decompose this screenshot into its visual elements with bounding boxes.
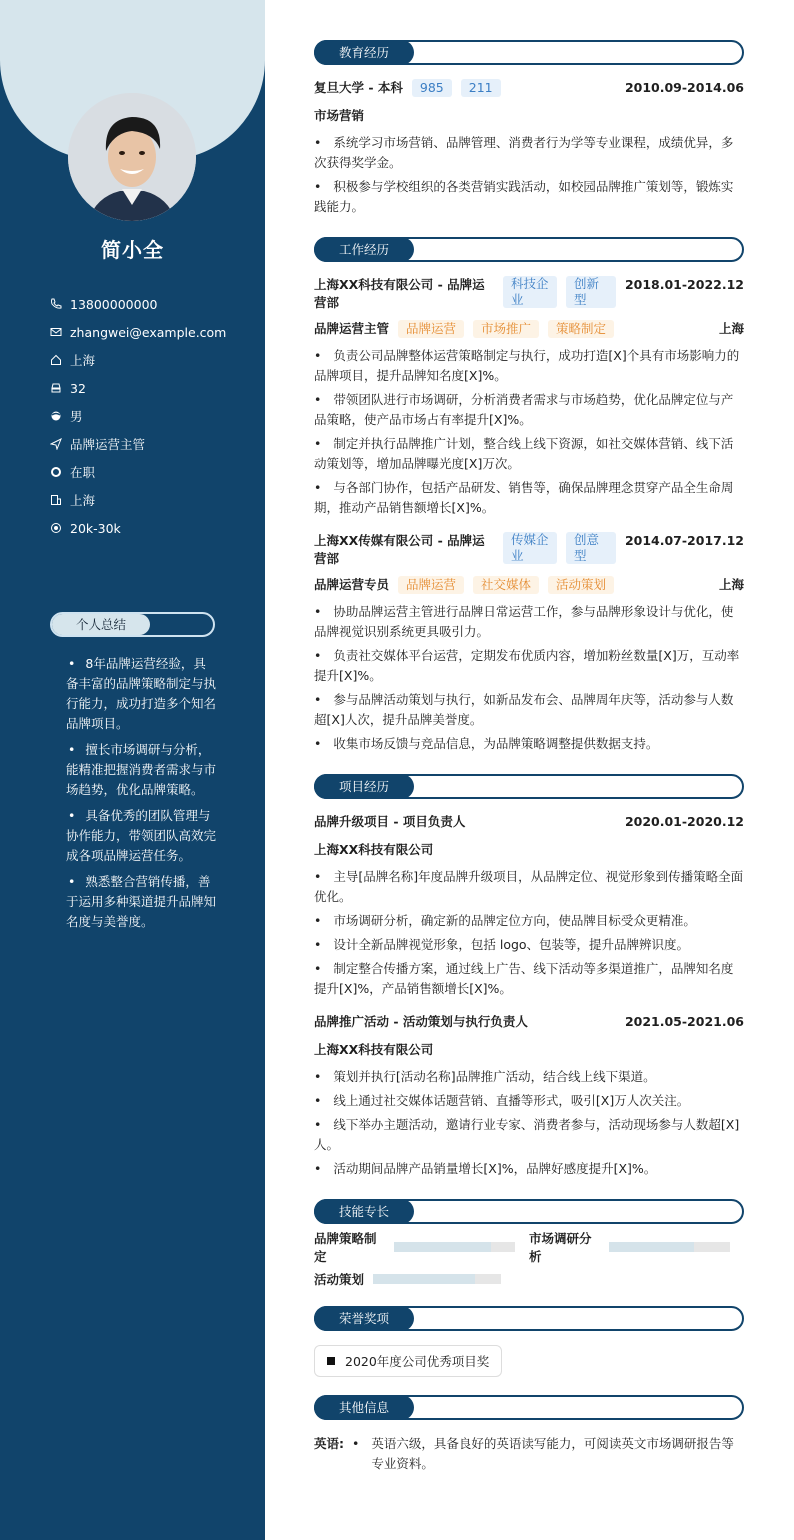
project-name: 品牌推广活动 - 活动策划与执行负责人 xyxy=(314,1014,528,1029)
gender-icon xyxy=(50,410,62,422)
skill-bar xyxy=(609,1242,730,1252)
skill-name: 品牌策略制定 xyxy=(314,1231,377,1264)
work-entry xyxy=(314,532,744,754)
project-company: 上海XX科技有限公司 xyxy=(314,842,434,857)
major: 市场营销 xyxy=(314,108,365,123)
skill-tag: 品牌运营 xyxy=(398,576,464,594)
summary-title: 个人总结 xyxy=(52,614,150,635)
list-item: • 设计全新品牌视觉形象，包括 logo、包装等，提升品牌辨识度。 xyxy=(314,935,744,955)
awards-title: 荣誉奖项 xyxy=(314,1306,414,1331)
education-date: 2010.09-2014.06 xyxy=(624,80,744,95)
skill-tag: 品牌运营 xyxy=(398,320,464,338)
tag: 创新型 xyxy=(566,276,616,308)
list-item: • 制定整合传播方案，通过线上广告、线下活动等多渠道推广，品牌知名度提升[X]%，产品销售额增长[X]%。 xyxy=(314,959,744,999)
education-left xyxy=(314,79,501,97)
project-row xyxy=(314,1013,744,1031)
skill-item xyxy=(314,1229,515,1265)
project-entry xyxy=(314,813,744,999)
job-text: 品牌运营主管 xyxy=(70,437,146,452)
summary-item: • 具备优秀的团队管理与协作能力，带领团队高效完成各项品牌运营任务。 xyxy=(66,806,216,866)
list-item: • 负责社交媒体平台运营，定期发布优质内容，增加粉丝数量[X]万，互动率提升[X]%。 xyxy=(314,646,744,686)
main-content xyxy=(314,40,744,1474)
work-left xyxy=(314,276,616,312)
education-list xyxy=(314,133,744,217)
skill-bar-fill xyxy=(373,1274,475,1284)
award-item xyxy=(314,1345,502,1377)
work-date: 2014.07-2017.12 xyxy=(624,533,744,548)
summary-item: • 熟悉整合营销传播，善于运用多种渠道提升品牌知名度与美誉度。 xyxy=(66,872,216,932)
project-list xyxy=(314,867,744,999)
project-date: 2021.05-2021.06 xyxy=(624,1014,744,1029)
list-item: • 负责公司品牌整体运营策略制定与执行，成功打造[X]个具有市场影响力的品牌项目，提升品牌知名度[X]%。 xyxy=(314,346,744,386)
candidate-name: 简小全 xyxy=(101,238,164,262)
role-left xyxy=(314,320,614,338)
work-date: 2018.01-2022.12 xyxy=(624,277,744,292)
email-text: zhangwei@example.com xyxy=(70,324,227,340)
work-left xyxy=(314,532,616,568)
other-text: • 英语六级，具备良好的英语读写能力，可阅读英文市场调研报告等专业资料。 xyxy=(371,1436,734,1471)
role-row xyxy=(314,320,744,338)
school-name: 复旦大学 - 本科 xyxy=(314,80,403,95)
list-item: • 线下举办主题活动，邀请行业专家、消费者参与，活动现场参与人数超[X]人。 xyxy=(314,1115,744,1155)
project-date: 2020.01-2020.12 xyxy=(624,814,744,829)
project-entry xyxy=(314,1013,744,1179)
project-row xyxy=(314,813,744,831)
status-text: 在职 xyxy=(70,465,96,480)
list-item: • 策划并执行[活动名称]品牌推广活动，结合线上线下渠道。 xyxy=(314,1067,744,1087)
square-bullet-icon xyxy=(327,1357,335,1365)
other-text-wrap xyxy=(352,1434,744,1474)
status-icon xyxy=(50,466,62,478)
skill-row xyxy=(314,1270,744,1288)
gender-text: 男 xyxy=(70,409,83,424)
education-row xyxy=(314,79,744,97)
education-header xyxy=(314,40,744,65)
age-icon xyxy=(50,382,62,394)
tag: 传媒企业 xyxy=(503,532,557,564)
list-item: • 与各部门协作，包括产品研发、销售等，确保品牌理念贯穿产品全生命周期，推动产品销售额增长[X]%。 xyxy=(314,478,744,518)
role-left xyxy=(314,576,614,594)
role: 品牌运营主管 xyxy=(314,321,390,336)
location: 上海 xyxy=(718,321,744,336)
list-item: • 活动期间品牌产品销量增长[X]%，品牌好感度提升[X]%。 xyxy=(314,1159,744,1179)
skill-bar-fill xyxy=(394,1242,491,1252)
work-row xyxy=(314,532,744,568)
list-item: • 制定并执行品牌推广计划，整合线上线下资源，如社交媒体营销、线下活动策划等，增加品牌曝光度[X]万次。 xyxy=(314,434,744,474)
list-item: • 积极参与学校组织的各类营销实践活动，如校园品牌推广策划等，锻炼实践能力。 xyxy=(314,177,744,217)
info-home xyxy=(50,346,260,374)
list-item: • 收集市场反馈与竞品信息，为品牌策略调整提供数据支持。 xyxy=(314,734,744,754)
location: 上海 xyxy=(718,577,744,592)
info-email xyxy=(50,318,260,346)
other-title: 其他信息 xyxy=(314,1395,414,1420)
skill-tag: 活动策划 xyxy=(548,576,614,594)
summary-header xyxy=(50,612,215,637)
work-row xyxy=(314,276,744,312)
info-gender xyxy=(50,402,260,430)
list-item: • 系统学习市场营销、品牌管理、消费者行为学等专业课程，成绩优异，多次获得奖学金。 xyxy=(314,133,744,173)
info-status xyxy=(50,458,260,486)
other-header xyxy=(314,1395,744,1420)
info-salary xyxy=(50,514,260,542)
city-text: 上海 xyxy=(70,493,96,508)
skills-header xyxy=(314,1199,744,1224)
education-entry xyxy=(314,79,744,217)
other-label: 英语: xyxy=(314,1436,344,1451)
list-item: • 带领团队进行市场调研，分析消费者需求与市场趋势，优化品牌定位与产品策略，使产品市场占有率提升[X]%。 xyxy=(314,390,744,430)
project-company: 上海XX科技有限公司 xyxy=(314,1042,434,1057)
list-item: • 主导[品牌名称]年度品牌升级项目，从品牌定位、视觉形象到传播策略全面优化。 xyxy=(314,867,744,907)
skills-title: 技能专长 xyxy=(314,1199,414,1224)
skill-name: 市场调研分析 xyxy=(529,1231,592,1264)
work-list xyxy=(314,602,744,754)
awards-header xyxy=(314,1306,744,1331)
work-title: 工作经历 xyxy=(314,237,414,262)
summary-item: • 擅长市场调研与分析，能精准把握消费者需求与市场趋势，优化品牌策略。 xyxy=(66,740,216,800)
projects-title: 项目经历 xyxy=(314,774,414,799)
skill-tag: 社交媒体 xyxy=(473,576,539,594)
age-text: 32 xyxy=(70,380,86,396)
info-age xyxy=(50,374,260,402)
info-phone xyxy=(50,290,260,318)
skill-tag: 策略制定 xyxy=(548,320,614,338)
sidebar xyxy=(0,0,265,1540)
tag: 985 xyxy=(412,79,452,97)
skill-item xyxy=(314,1270,501,1288)
salary-text: 20k-30k xyxy=(70,520,121,536)
summary-item: • 8年品牌运营经验，具备丰富的品牌策略制定与执行能力，成功打造多个知名品牌项目。 xyxy=(66,654,216,734)
list-item: • 线上通过社交媒体话题营销、直播等形式，吸引[X]万人次关注。 xyxy=(314,1091,744,1111)
list-item: • 协助品牌运营主管进行品牌日常运营工作，参与品牌形象设计与优化，使品牌视觉识别系统更具吸引力。 xyxy=(314,602,744,642)
salary-icon xyxy=(50,522,62,534)
role: 品牌运营专员 xyxy=(314,577,390,592)
company-name: 上海XX科技有限公司 - 品牌运营部 xyxy=(314,277,485,310)
role-row xyxy=(314,576,744,594)
contact-info xyxy=(50,290,260,542)
work-entry xyxy=(314,276,744,518)
skill-bar xyxy=(373,1274,501,1284)
phone-icon xyxy=(50,298,62,310)
work-list xyxy=(314,346,744,518)
info-job xyxy=(50,430,260,458)
skill-bar-fill xyxy=(609,1242,694,1252)
other-info xyxy=(314,1434,744,1474)
avatar xyxy=(68,93,196,221)
phone-text: 13800000000 xyxy=(70,296,158,312)
skill-row xyxy=(314,1231,744,1264)
project-list xyxy=(314,1067,744,1179)
project-name: 品牌升级项目 - 项目负责人 xyxy=(314,814,466,829)
work-header xyxy=(314,237,744,262)
job-icon xyxy=(50,438,62,450)
tag: 211 xyxy=(461,79,501,97)
home-text: 上海 xyxy=(70,353,96,368)
mail-icon xyxy=(50,326,62,338)
home-icon xyxy=(50,354,62,366)
projects-header xyxy=(314,774,744,799)
tag: 科技企业 xyxy=(503,276,557,308)
education-title: 教育经历 xyxy=(314,40,414,65)
award-text: 2020年度公司优秀项目奖 xyxy=(345,1354,490,1369)
list-item: • 参与品牌活动策划与执行，如新品发布会、品牌周年庆等，活动参与人数超[X]人次，提升品牌美誉度。 xyxy=(314,690,744,730)
building-icon xyxy=(50,494,62,506)
skill-bar xyxy=(394,1242,515,1252)
company-name: 上海XX传媒有限公司 - 品牌运营部 xyxy=(314,533,485,566)
list-item: • 市场调研分析，确定新的品牌定位方向，使品牌目标受众更精准。 xyxy=(314,911,744,931)
skill-tag: 市场推广 xyxy=(473,320,539,338)
tag: 创意型 xyxy=(566,532,616,564)
skills-list xyxy=(314,1231,744,1288)
skill-item xyxy=(529,1229,730,1265)
info-city xyxy=(50,486,260,514)
skill-name: 活动策划 xyxy=(314,1272,365,1287)
summary-list xyxy=(66,654,216,938)
